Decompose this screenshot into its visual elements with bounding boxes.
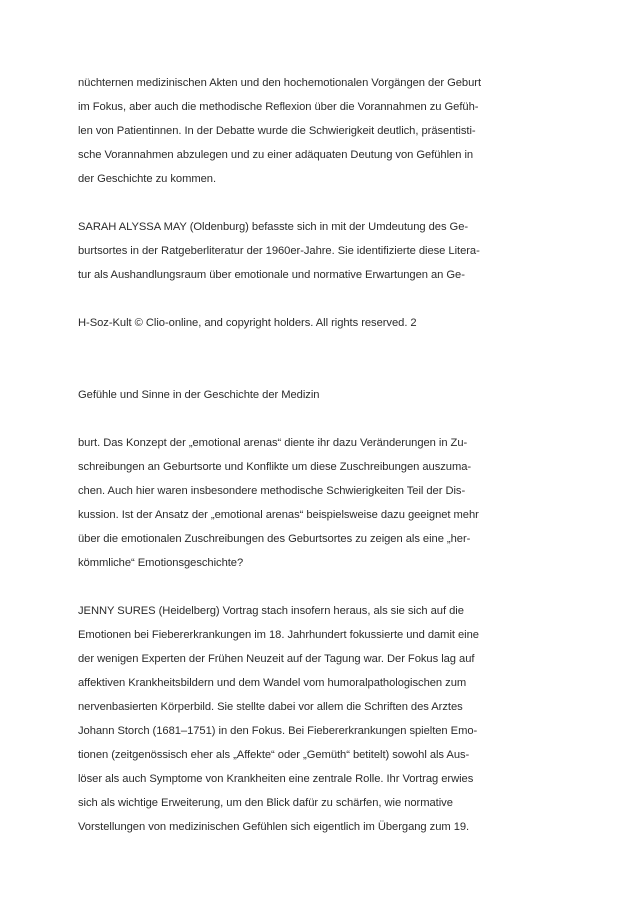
text-line: über die emotionalen Zuschreibungen des Geburtsortes zu zeigen als eine „her- — [78, 533, 471, 545]
text-line: der wenigen Experten der Frühen Neuzeit auf der Tagung war. Der Fokus lag auf — [78, 653, 475, 665]
text-line: burtsortes in der Ratgeberliteratur der 1960er-Jahre. Sie identifizierte diese Litera- — [78, 245, 480, 257]
text-line: SARAH ALYSSA MAY (Oldenburg) befasste sich in mit der Umdeutung des Ge- — [78, 221, 469, 233]
text-line: Vorstellungen von medizinischen Gefühlen sich eigentlich im Übergang zum 19. — [78, 821, 470, 833]
text-line: len von Patientinnen. In der Debatte wurde die Schwierigkeit deutlich, präsentisti- — [78, 125, 476, 137]
text-line: schreibungen an Geburtsorte und Konflikte um diese Zuschreibungen auszuma- — [78, 461, 472, 473]
text-line: Emotionen bei Fiebererkrankungen im 18. Jahrhundert fokussierte und damit eine — [78, 629, 479, 641]
text-line: chen. Auch hier waren insbesondere methodische Schwierigkeiten Teil der Dis- — [78, 485, 466, 497]
text-line: affektiven Krankheitsbildern und dem Wandel vom humoralpathologischen zum — [78, 677, 467, 689]
text-line: der Geschichte zu kommen. — [78, 173, 217, 185]
page-header: Gefühle und Sinne in der Geschichte der Medizin — [78, 389, 320, 401]
text-line: nüchternen medizinischen Akten und den hochemotionalen Vorgängen der Geburt — [78, 77, 482, 89]
text-line: nervenbasierten Körperbild. Sie stellte dabei vor allem die Schriften des Arztes — [78, 701, 463, 713]
text-line: kussion. Ist der Ansatz der „emotional arenas“ beispielsweise dazu geeignet mehr — [78, 509, 479, 521]
text-line: tionen (zeitgenössisch eher als „Affekte“ oder „Gemüth“ betitelt) sowohl als Aus- — [78, 749, 470, 761]
text-line: JENNY SURES (Heidelberg) Vortrag stach insofern heraus, als sie sich auf die — [78, 605, 464, 617]
text-line: sich als wichtige Erweiterung, um den Blick dafür zu schärfen, wie normative — [78, 797, 453, 809]
text-line: im Fokus, aber auch die methodische Reflexion über die Vorannahmen zu Gefüh- — [78, 101, 479, 113]
text-line: Johann Storch (1681–1751) in den Fokus. Bei Fiebererkrankungen spielten Emo- — [78, 725, 478, 737]
text-line: tur als Aushandlungsraum über emotionale und normative Erwartungen an Ge- — [78, 269, 465, 281]
text-line: sche Vorannahmen abzulegen und zu einer adäquaten Deutung von Gefühlen in — [78, 149, 474, 161]
text-line: löser als auch Symptome von Krankheiten eine zentrale Rolle. Ihr Vortrag erwies — [78, 773, 474, 785]
text-line: burt. Das Konzept der „emotional arenas“ diente ihr dazu Veränderungen in Zu- — [78, 437, 468, 449]
page-footer: H-Soz-Kult © Clio-online, and copyright holders. All rights reserved. 2 — [78, 317, 417, 329]
text-line: kömmliche“ Emotionsgeschichte? — [78, 557, 244, 569]
